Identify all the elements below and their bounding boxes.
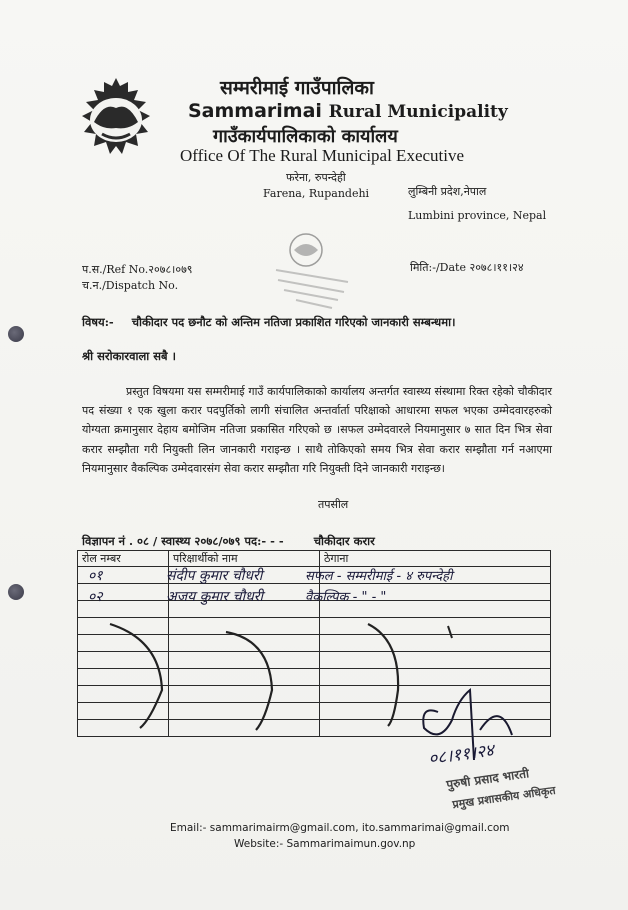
footer-website: Website:- Sammarimaimun.gov.np [234, 838, 416, 850]
letter-date: मिति:-/Date २०७८।११।२४ [410, 261, 524, 274]
body-paragraph: प्रस्तुत विषयमा यस सम्मरीमाई गाउँ कार्यपालिकाको कार्यालय अन्तर्गत स्वास्थ्य संस्थामा रिक्त रहेको चौकीदार पद संख्या १ एक खुला करार पदपुर्तिको लागी संचालित अन्तर्वार्ता परिक्षाको आधारमा सफल भएका उम्मेदवारहरुको योग्यता क्रमानुसार देहाय बमोजिम नतिजा प्रकासित गरिएको छ ।सफल उम्मेदवारले नियमानुसार ७ सात दिन भित्र सेवा करार सम्झौता गरी नियुक्ती लिन जानकारी गराइन्छ । साथै तोकिएको समय भित्र सेवा करार सम्झौता गर्न नआएमा नियमानुसार वैकल्पिक उम्मेदवारसंग सेवा करार सम्झौता गरि नियुक्ती दिने जानकारी गराइन्छ। [82, 385, 552, 475]
ref-number: प.स./Ref No.२०७८।०७९ [82, 263, 193, 276]
row2-address: वैकल्पिक - " - " [305, 590, 387, 605]
dispatch-number: च.न./Dispatch No. [82, 279, 179, 292]
office-name-nepali: गाउँकार्यपालिकाको कार्यालय [213, 126, 398, 147]
office-name-english: Office Of The Rural Municipal Executive [180, 146, 465, 165]
details-heading: तपसील [318, 498, 349, 511]
row1-roll: ०१ [88, 568, 103, 584]
signatory-title: प्रमुख प्रशासकीय अधिकृत [451, 783, 557, 812]
row1-address: सफल - सम्मरीमाई - ४ रुपन्देही [305, 569, 453, 584]
address-english: Farena, Rupandehi [263, 187, 370, 200]
col-address-header: ठेगाना [320, 551, 551, 567]
signature-date: ०८।११।२४ [427, 740, 496, 770]
row2-roll: ०२ [88, 589, 103, 605]
province-nepali: लुम्बिनी प्रदेश,नेपाल [408, 185, 487, 198]
salutation: श्री सरोकारवाला सबै । [82, 349, 176, 363]
footer-email: Email:- sammarimairm@gmail.com, ito.sammarimai@gmail.com [170, 822, 510, 834]
municipality-name-english: Sammarimai Rural Municipality [188, 100, 508, 122]
row2-name: अजय कुमार चौधरी [166, 589, 264, 605]
col-name-header: परिक्षार्थीको नाम [169, 551, 320, 567]
municipality-name-nepali: सम्मरीमाई गाउँपालिका [220, 77, 374, 99]
province-english: Lumbini province, Nepal [408, 209, 547, 222]
advertisement-line: विज्ञापन नं . ०८ / स्वास्थ्य २०७८/०७९ पद:- - - चौकीदार करार [82, 534, 375, 548]
col-roll-header: रोल नम्बर [78, 551, 169, 567]
row1-name: संदीप कुमार चौधरी [166, 568, 263, 584]
subject-line: विषय:- चौकीदार पद छनौट को अन्तिम नतिजा प्रकाशित गरिएको जानकारी सम्बन्धमा। [82, 315, 456, 329]
signatory-name: पुरुषी प्रसाद भारती [445, 766, 530, 792]
address-nepali: फरेना, रुपन्देही [286, 171, 346, 184]
